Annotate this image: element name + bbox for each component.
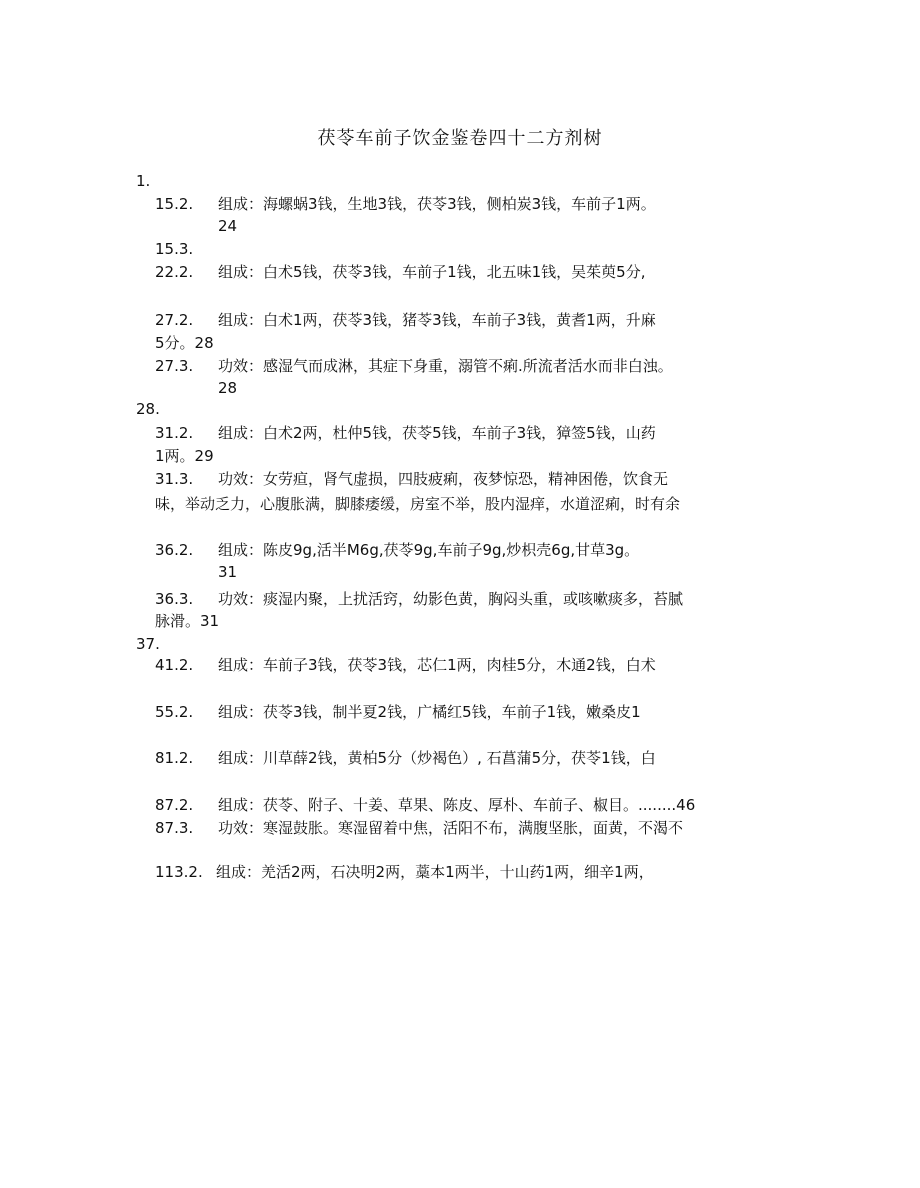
entry-text: 脉滑。31 <box>155 612 220 630</box>
entry-text: 组成：海螺蜗3钱，生地3钱，茯苓3钱，侧柏炭3钱，车前子1两。 <box>218 195 656 213</box>
page-title: 茯苓车前子饮金鉴卷四十二方剂树 <box>317 128 603 149</box>
entry-number: 27.2. <box>155 311 194 329</box>
entry-number: 31.2. <box>155 424 194 442</box>
entry-number: 113.2. <box>155 863 203 881</box>
entry-text: 组成：车前子3钱，茯苓3钱，芯仁1两，肉桂5分，木通2钱，白术 <box>218 656 656 674</box>
entry-number: 55.2. <box>155 703 194 721</box>
entry-number: 31.3. <box>155 470 194 488</box>
entry-number: 15.3. <box>155 240 194 258</box>
entry-text: 28 <box>218 379 238 397</box>
entry-number: 41.2. <box>155 656 194 674</box>
entry-text: 31 <box>218 563 238 581</box>
entry-number: 27.3. <box>155 357 194 375</box>
entry-number: 37. <box>136 635 160 653</box>
entry-text: 组成：茯苓、附子、十姜、草果、陈皮、厚朴、车前子、椒目。........46 <box>218 796 696 814</box>
entry-number: 28. <box>136 400 160 418</box>
entry-text: 组成：茯苓3钱，制半夏2钱，广橘红5钱，车前子1钱，嫩桑皮1 <box>218 703 641 721</box>
entry-text: 功效：痰湿内聚，上扰活窍，幼影色黄，胸闷头重，或咳嗽痰多，苔腻 <box>218 590 684 608</box>
entry-text: 味，举动乏力，心腹胀满，脚膝痿缓，房室不举，股内湿痒，水道涩痢，时有余 <box>155 495 681 513</box>
entry-number: 22.2. <box>155 263 194 281</box>
entry-number: 81.2. <box>155 749 194 767</box>
entry-number: 1. <box>136 172 151 190</box>
entry-number: 36.3. <box>155 590 194 608</box>
entry-text: 组成：羌活2两，石决明2两，藁本1两半，十山药1两，细辛1两， <box>216 863 654 881</box>
entry-text: 功效：感湿气而成淋，其症下身重，溺管不痢.所流者活水而非白浊。 <box>218 357 673 375</box>
entry-text: 功效：女劳疸，肾气虚损，四肢疲痢，夜梦惊恐，精神困倦，饮食无 <box>218 470 669 488</box>
entry-text: 组成：陈皮9g,活半M6g,茯苓9g,车前子9g,炒枳壳6g,甘草3g。 <box>218 541 640 559</box>
entry-text: 24 <box>218 217 238 235</box>
entry-text: 功效：寒湿鼓胀。寒湿留着中焦，活阳不布，满腹坚胀，面黄，不渴不 <box>218 819 684 837</box>
entry-text: 1两。29 <box>155 447 214 465</box>
entry-number: 87.3. <box>155 819 194 837</box>
entry-text: 组成：白术2两，杜仲5钱，茯苓5钱，车前子3钱，獐签5钱，山药 <box>218 424 656 442</box>
entry-text: 组成：川草薛2钱，黄柏5分（炒褐色）, 石菖蒲5分，茯苓1钱，白 <box>218 749 656 767</box>
entry-text: 组成：白术5钱，茯苓3钱，车前子1钱，北五味1钱，吴茱萸5分, <box>218 263 646 281</box>
entry-text: 5分。28 <box>155 334 214 352</box>
entry-number: 36.2. <box>155 541 194 559</box>
entry-text: 组成：白术1两，茯苓3钱，猪苓3钱，车前子3钱，黄耆1两，升麻 <box>218 311 656 329</box>
entry-number: 15.2. <box>155 195 194 213</box>
entry-number: 87.2. <box>155 796 194 814</box>
